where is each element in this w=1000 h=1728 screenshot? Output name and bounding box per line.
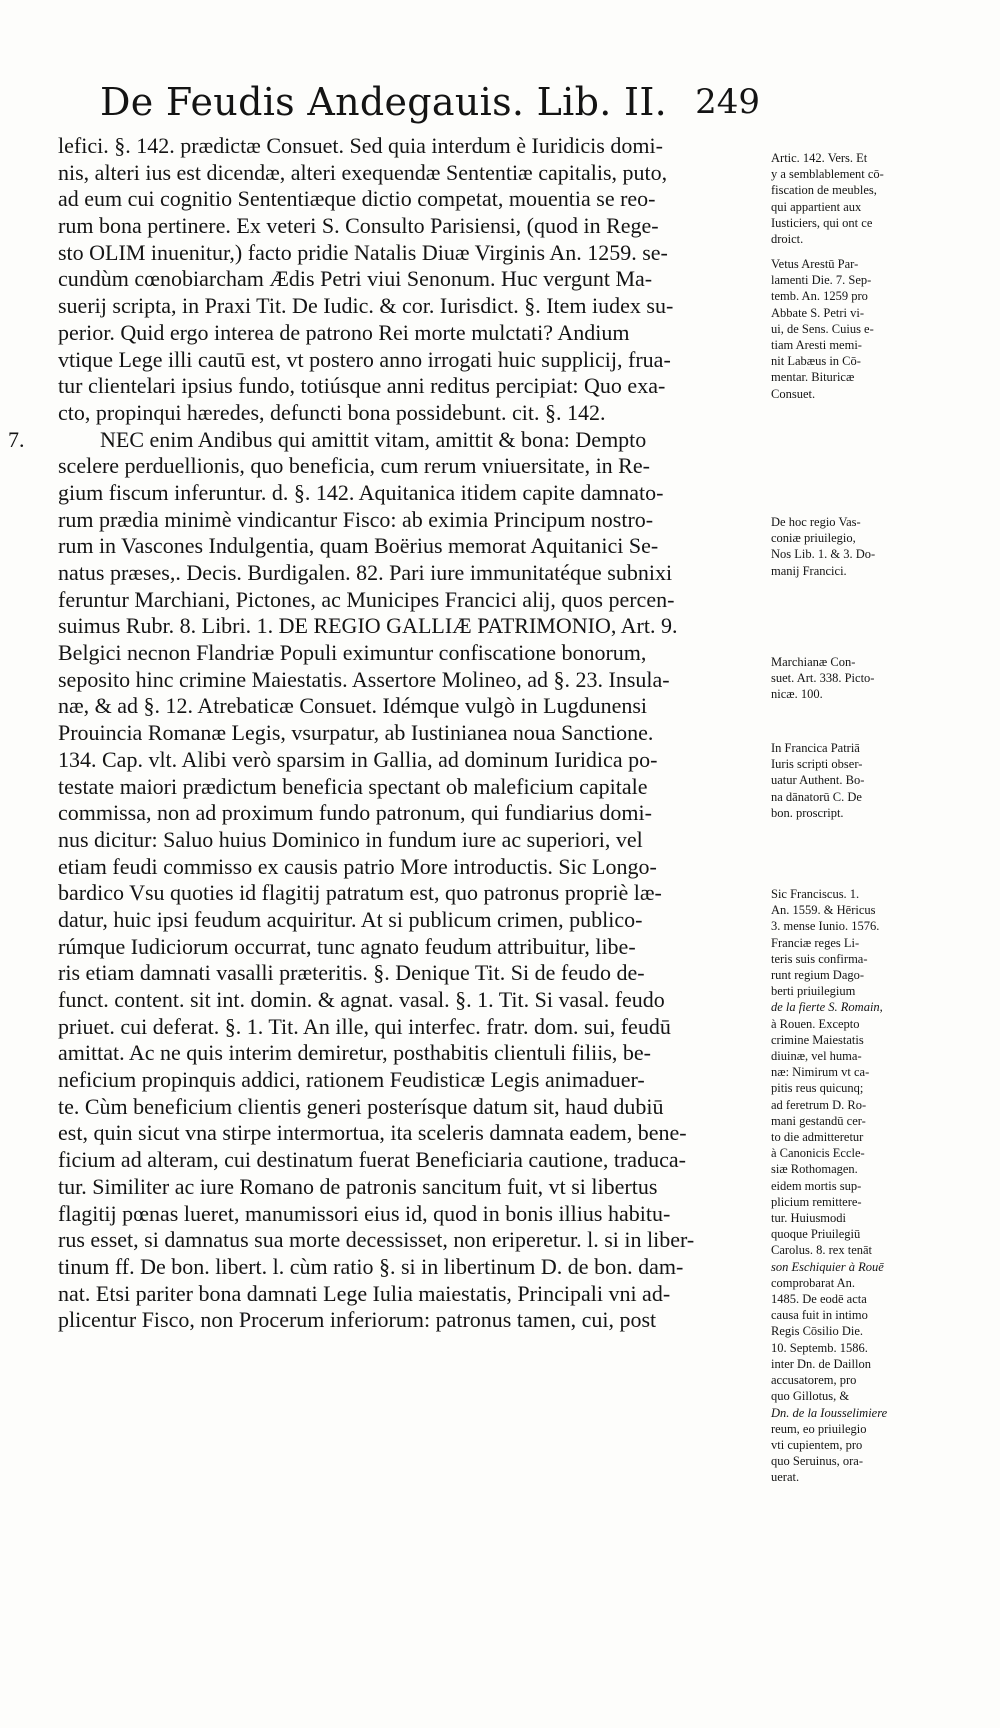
margin-note-line: suet. Art. 338. Picto- bbox=[771, 671, 875, 686]
margin-note bbox=[771, 886, 895, 1486]
text-line: perior. Quid ergo interea de patrono Rei morte mulctati? Andium bbox=[58, 319, 630, 345]
margin-note-line: inter Dn. de Daillon bbox=[771, 1356, 871, 1371]
margin-note-line: uatur Authent. Bo- bbox=[771, 773, 865, 788]
margin-note-line: na dānatorū C. De bbox=[771, 789, 862, 804]
page-header bbox=[100, 78, 760, 130]
text-line: nus dicitur: Saluo huius Dominico in fundum iure ac superiori, vel bbox=[58, 826, 643, 852]
margin-note-line: bon. proscript. bbox=[771, 805, 844, 820]
margin-note-line: qui appartient aux bbox=[771, 199, 862, 214]
text-line: rum prædia minimè vindicantur Fisco: ab eximia Principum nostro- bbox=[58, 506, 654, 532]
margin-note-line: tur. Huiusmodi bbox=[771, 1211, 847, 1226]
margin-note-line: næ: Nimirum vt ca- bbox=[771, 1065, 870, 1080]
text-line: vtique Lege illi cautū est, vt postero anno irrogati huic supplicij, frua- bbox=[58, 346, 671, 372]
margin-note-line: plicium remittere- bbox=[771, 1194, 862, 1209]
margin-note-line: 1485. De eodē acta bbox=[771, 1292, 867, 1307]
text-line: bardico Vsu quoties id flagitij patratum est, quo patronus propriè læ- bbox=[58, 880, 662, 906]
margin-note-line: quoque Priuilegiū bbox=[771, 1227, 861, 1242]
text-line: ficium ad alteram, cui destinatum fuerat Beneficiaria cautione, traduca- bbox=[58, 1147, 686, 1173]
margin-note-line: diuinæ, vel huma- bbox=[771, 1049, 862, 1064]
text-line: tinum ff. De bon. libert. l. cùm ratio §. si in libertinum D. de bon. dam- bbox=[58, 1253, 684, 1279]
margin-note-line: Regis Cōsilio Die. bbox=[771, 1324, 864, 1339]
margin-note-line: quo Gillotus, & bbox=[771, 1389, 850, 1404]
margin-note-line: ad feretrum D. Ro- bbox=[771, 1097, 867, 1112]
text-line: tur. Similiter ac iure Romano de patronis sancitum fuit, vt si libertus bbox=[58, 1173, 658, 1199]
text-line: NEC enim Andibus qui amittit vitam, amittit & bona: Dempto bbox=[100, 426, 647, 452]
margin-note bbox=[771, 740, 895, 821]
margin-note-line: mentar. Bituricæ bbox=[771, 370, 855, 385]
margin-note-line: son Eschiquier à Rouē bbox=[771, 1259, 884, 1274]
margin-note-line: teris suis confirma- bbox=[771, 951, 868, 966]
paragraph-start-line bbox=[8, 426, 770, 454]
margin-note-line: pitis reus quicunq; bbox=[771, 1081, 864, 1096]
margin-note-line: nicæ. 100. bbox=[771, 687, 823, 702]
page-number: 249 bbox=[695, 82, 760, 122]
running-title: De Feudis Andegauis. Lib. II. bbox=[100, 80, 668, 124]
margin-note-line: crimine Maiestatis bbox=[771, 1032, 864, 1047]
margin-note-line: reum, eo priuilegio bbox=[771, 1421, 867, 1436]
text-line: scelere perduellionis, quo beneficia, cum rerum vniuersitate, in Re- bbox=[58, 453, 650, 479]
text-line: gium fiscum inferuntur. d. §. 142. Aquitanica itidem capite damnato- bbox=[58, 479, 664, 505]
margin-note-line: runt regium Dago- bbox=[771, 968, 865, 983]
margin-note-line: Carolus. 8. rex tenāt bbox=[771, 1243, 873, 1258]
margin-note-line: Nos Lib. 1. & 3. Do- bbox=[771, 547, 876, 562]
margin-note-line: ui, de Sens. Cuius e- bbox=[771, 321, 874, 336]
text-line: suimus Rubr. 8. Libri. 1. DE REGIO GALLIÆ PATRIMONIO, Art. 9. bbox=[58, 613, 678, 639]
margin-note-line: fiscation de meubles, bbox=[771, 183, 877, 198]
margin-note-line: 3. mense Iunio. 1576. bbox=[771, 919, 880, 934]
margin-note-line: nit Labæus in Cō- bbox=[771, 354, 861, 369]
text-line: ad eum cui cognitio Sententiæque dictio competat, mouentia se reo- bbox=[58, 186, 656, 212]
margin-note bbox=[771, 514, 895, 579]
text-line: rúmque Iudiciorum occurrat, tunc agnato feudum attribuitur, libe- bbox=[58, 933, 636, 959]
main-text-column bbox=[8, 133, 770, 1334]
text-line: Prouincia Romanæ Legis, vsurpatur, ab Iustinianea noua Sanctione. bbox=[58, 720, 654, 746]
text-line: feruntur Marchiani, Pictones, ac Municipes Francici alij, quos percen- bbox=[58, 586, 675, 612]
margin-note-line: Marchianæ Con- bbox=[771, 655, 856, 669]
text-line: etiam feudi commisso ex causis patrio More introductis. Sic Longo- bbox=[58, 853, 657, 879]
text-line: rus esset, si damnatus sua morte decessisset, non eriperetur. l. si in liber- bbox=[58, 1227, 695, 1253]
margin-note-line: à Rouen. Excepto bbox=[771, 1016, 860, 1031]
text-line: suerij scripta, in Praxi Tit. De Iudic. & cor. Iurisdict. §. Item iudex su- bbox=[58, 293, 674, 319]
text-line: lefici. §. 142. prædictæ Consuet. Sed quia interdum è Iuridicis domi- bbox=[58, 133, 663, 158]
text-line: cundùm cœnobiarcham Ædis Petri viui Senonum. Huc vergunt Ma- bbox=[58, 266, 653, 292]
text-line: nis, alteri ius est dicendæ, alteri exequendæ Sententiæ capitalis, puto, bbox=[58, 159, 668, 185]
margin-note-line: siæ Rothomagen. bbox=[771, 1162, 858, 1177]
text-line: datur, huic ipsi feudum acquiritur. At si publicum crimen, publico- bbox=[58, 906, 643, 932]
margin-note-line: comprobarat An. bbox=[771, 1275, 856, 1290]
text-line: rum bona pertinere. Ex veteri S. Consulto Parisiensi, (quod in Rege- bbox=[58, 213, 659, 239]
text-line: sto OLIM inuenitur,) facto pridie Natalis Diuæ Virginis An. 1259. se- bbox=[58, 239, 668, 265]
margin-note-line: temb. An. 1259 pro bbox=[771, 289, 868, 304]
margin-note-line: mani gestandū cer- bbox=[771, 1113, 866, 1128]
text-line: ris etiam damnati vasalli præteritis. §. Denique Tit. Si de feudo de- bbox=[58, 960, 645, 986]
margin-note-line: vti cupientem, pro bbox=[771, 1437, 863, 1452]
margin-note-line: uerat. bbox=[771, 1470, 800, 1485]
text-line: nat. Etsi pariter bona damnati Lege Iulia maiestatis, Principali vni ad- bbox=[58, 1280, 671, 1306]
margin-note-line: accusatorem, pro bbox=[771, 1373, 857, 1388]
margin-note-line: Consuet. bbox=[771, 386, 816, 401]
margin-note-line: De hoc regio Vas- bbox=[771, 515, 861, 529]
margin-note-line: Vetus Arestū Par- bbox=[771, 257, 859, 271]
margin-note bbox=[771, 150, 895, 247]
text-line: te. Cùm beneficium clientis generi posterísque datum sit, haud dubiū bbox=[58, 1093, 664, 1119]
margin-note-line: Sic Franciscus. 1. bbox=[771, 887, 860, 901]
margin-note bbox=[771, 256, 895, 402]
text-line: priuet. cui deferat. §. 1. Tit. An ille, qui interfec. fratr. dom. sui, feudū bbox=[58, 1013, 671, 1039]
margin-note bbox=[771, 654, 895, 703]
margin-note-line: 10. Septemb. 1586. bbox=[771, 1340, 868, 1355]
margin-note-line: causa fuit in intimo bbox=[771, 1308, 868, 1323]
text-line: Belgici necnon Flandriæ Populi eximuntur confiscatione bonorum, bbox=[58, 640, 647, 666]
margin-note-line: droict. bbox=[771, 232, 804, 247]
margin-note-line: Abbate S. Petri vi- bbox=[771, 305, 865, 320]
text-line: commissa, non ad proximum fundo patronum, qui fundiarius domi- bbox=[58, 800, 652, 826]
text-line: funct. content. sit int. domin. & agnat. vasal. §. 1. Tit. Si vasal. feudo bbox=[58, 987, 665, 1012]
text-line: testate maiori prædictum beneficia spectant ob maleficium capitale bbox=[58, 773, 648, 799]
text-line: rum in Vascones Indulgentia, quam Boërius memorat Aquitanici Se- bbox=[58, 533, 659, 559]
text-line: 134. Cap. vlt. Alibi verò sparsim in Gallia, ad dominum Iuridica po- bbox=[58, 746, 658, 772]
text-line: seposito hinc crimine Maiestatis. Assertore Molineo, ad §. 23. Insula- bbox=[58, 666, 670, 692]
margin-note-line: quo Seruinus, ora- bbox=[771, 1454, 863, 1469]
margin-note-line: Artic. 142. Vers. Et bbox=[771, 151, 868, 165]
margin-note-line: Iusticiers, qui ont ce bbox=[771, 215, 873, 230]
paragraph-number: 7. bbox=[8, 426, 25, 452]
margin-note-line: to die admitteretur bbox=[771, 1130, 864, 1145]
margin-note-line: In Francica Patriā bbox=[771, 741, 860, 755]
text-line: neficium propinquis addici, rationem Feudisticæ Legis animaduer- bbox=[58, 1067, 645, 1093]
text-line: cto, propinqui hæredes, defuncti bona possidebunt. cit. §. 142. bbox=[58, 399, 606, 425]
margin-note-line: An. 1559. & Hēricus bbox=[771, 903, 876, 918]
margin-note-line: de la fierte S. Romain, bbox=[771, 1000, 883, 1015]
text-line: plicentur Fisco, non Procerum inferiorum: patronus tamen, cui, post bbox=[58, 1307, 657, 1333]
text-line: flagitij pœnas lueret, manumissori eius id, quod in bonis illius habitu- bbox=[58, 1200, 671, 1226]
margin-note-line: manij Francici. bbox=[771, 563, 847, 578]
text-line: amittat. Ac ne quis interim demiretur, posthabitis clientuli filiis, be- bbox=[58, 1040, 652, 1066]
margin-note-line: eidem mortis sup- bbox=[771, 1178, 862, 1193]
margin-note-line: coniæ priuilegio, bbox=[771, 531, 856, 546]
text-line: næ, & ad §. 12. Atrebaticæ Consuet. Idémque vulgò in Lugdunensi bbox=[58, 693, 648, 719]
margin-note-line: lamenti Die. 7. Sep- bbox=[771, 273, 872, 288]
margin-note-line: Iuris scripti obser- bbox=[771, 757, 863, 772]
margin-note-line: Franciæ reges Li- bbox=[771, 935, 860, 950]
text-line: natus præses,. Decis. Burdigalen. 82. Pari iure immunitatéque subnixi bbox=[58, 560, 673, 585]
text-line: tur clientelari ipsius fundo, totiúsque anni reditus percipiat: Quo exa- bbox=[58, 373, 666, 399]
margin-note-line: Dn. de la Iousselimiere bbox=[771, 1405, 888, 1420]
margin-note-line: tiam Aresti memi- bbox=[771, 338, 862, 353]
margin-note-line: à Canonicis Eccle- bbox=[771, 1146, 865, 1161]
margin-note-line: berti priuilegium bbox=[771, 984, 856, 999]
text-line: est, quin sicut vna stirpe intermortua, ita sceleris damnata eadem, bene- bbox=[58, 1120, 687, 1146]
margin-note-line: y a semblablement cō- bbox=[771, 167, 884, 182]
